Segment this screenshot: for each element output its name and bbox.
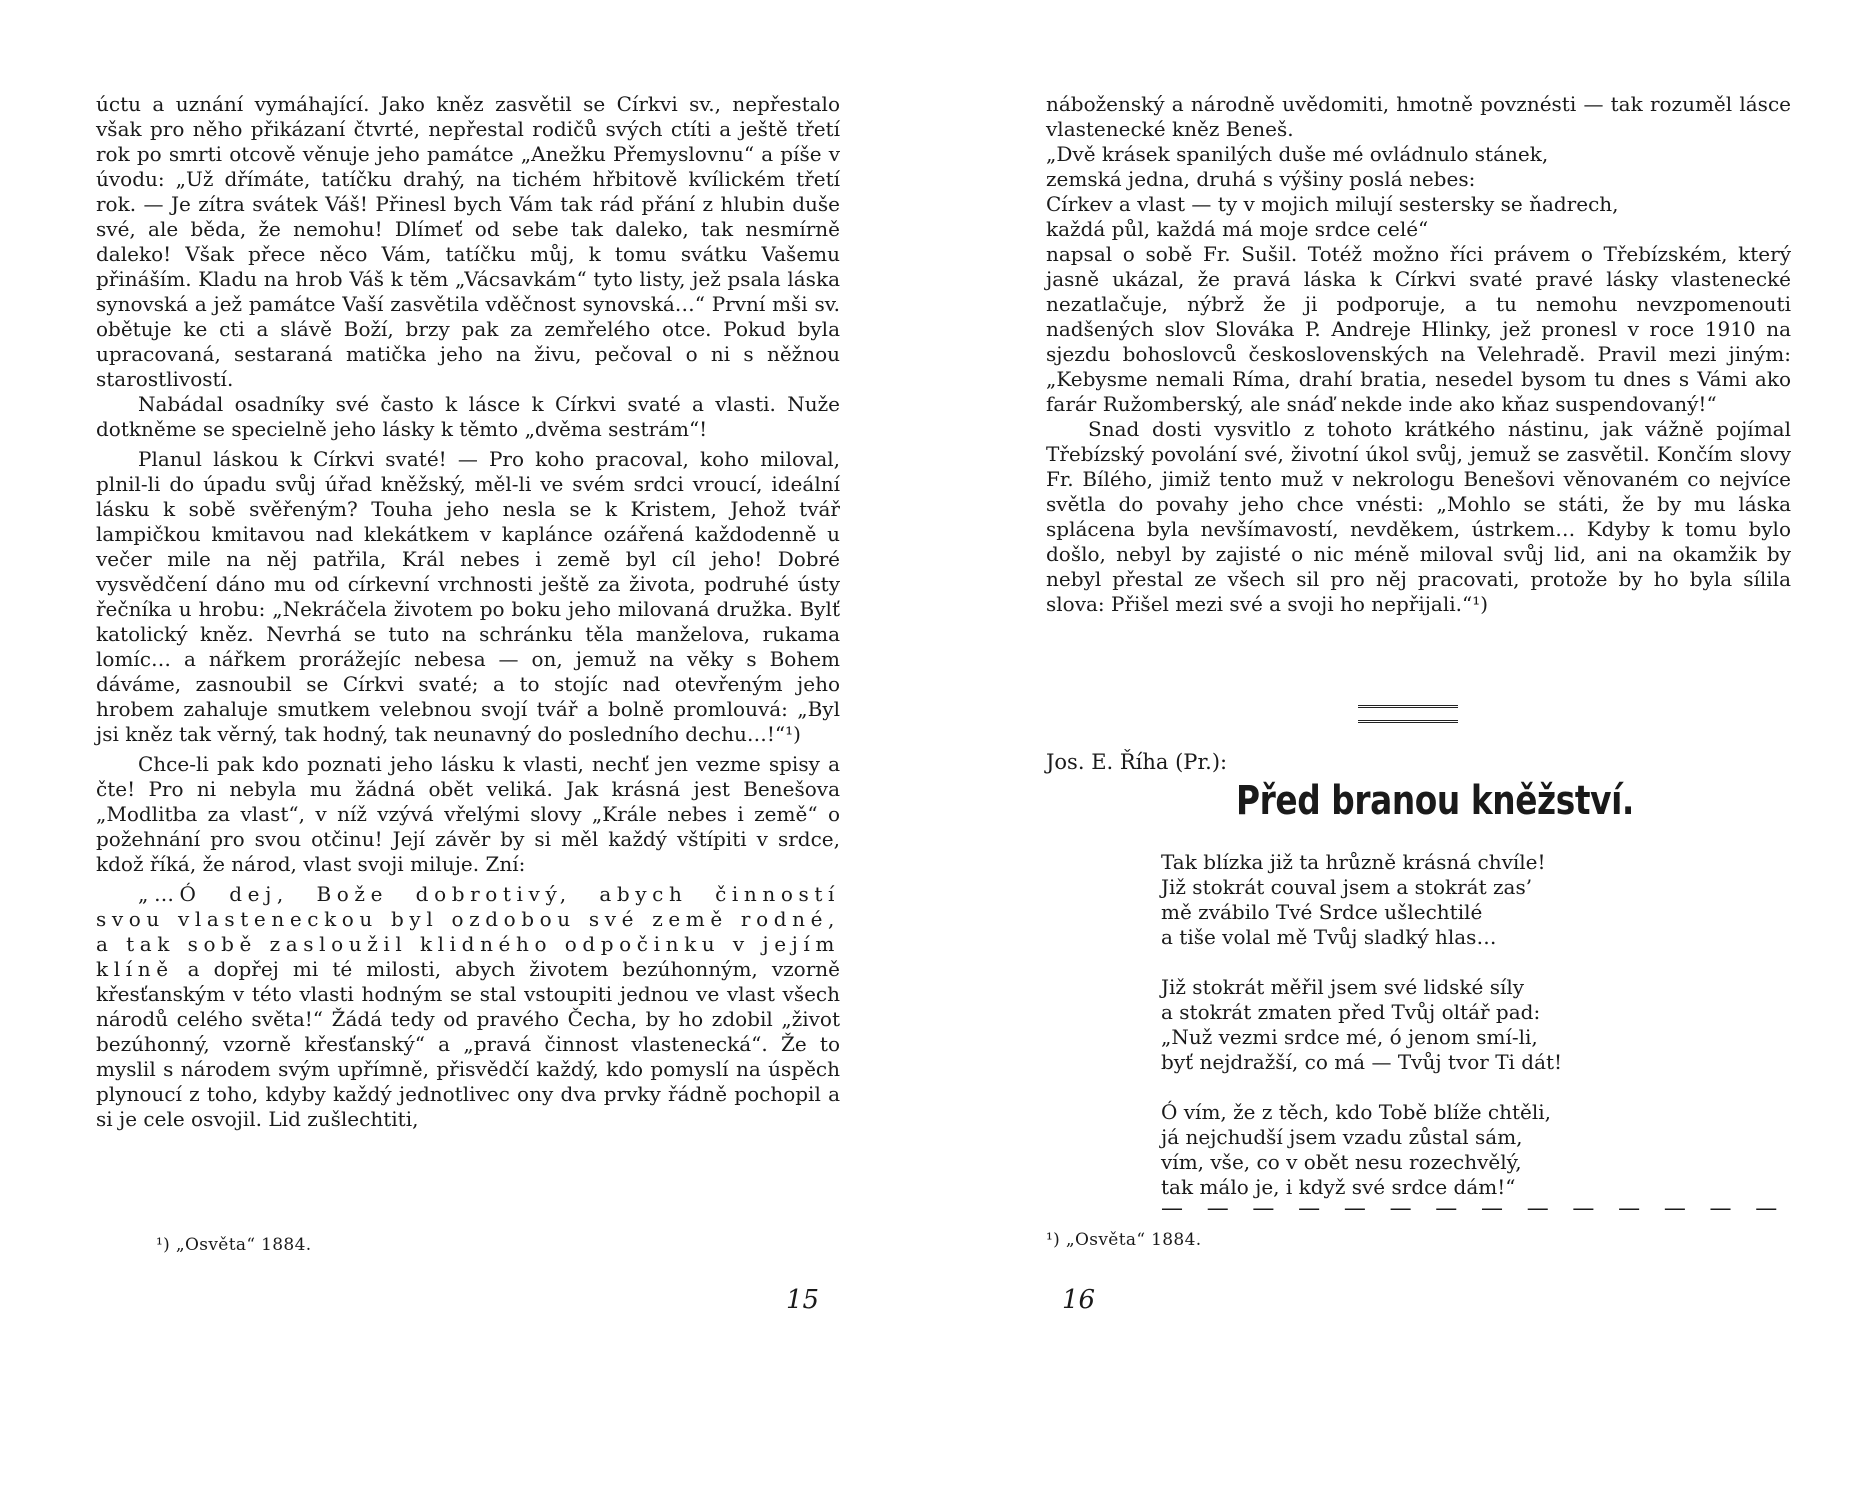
page-number-right: 16 [1062, 1285, 1096, 1315]
prayer-rest-text: a dopřej mi té milosti, abych životem bezúhonným, vzorně křesťanským v této vlasti hodným se stal vstoupiti jednou ve vlast všech národů celého světa!“ Žádá tedy od pravého Čecha, by ho zdobil „život bezúhonný, vzorně křesťanský“ a „pravá činnost vlastenecká“. Že to myslil s národem svým upřímně, přisvědčí každý, kdo pomyslí na úspěch plynoucí z toho, kdyby každý jednotlivec ony dva prvky řádně pochopil a si je cele osvojil. Lid zušlechtiti, [96, 957, 840, 1131]
paragraph-national-awareness: náboženský a národně uvědomiti, hmotně povznésti — tak rozuměl lásce vlastenecké kněz Beneš. [1046, 92, 1791, 141]
poem-line: „Nuž vezmi srdce mé, ó jenom smí-li, [1161, 1025, 1538, 1049]
footnote-right: ¹) „Osvěta“ 1884. [1046, 1230, 1202, 1250]
poem-stanza [1161, 1100, 1621, 1200]
poem-title: Před branou kněžství. [1236, 778, 1634, 824]
poem-line: tak málo je, i když své srdce dám!“ [1161, 1175, 1516, 1199]
paragraph-two-sisters: Nabádal osadníky své často k lásce k Církvi svaté a vlasti. Nuže dotkněme se specielně jeho lásky k těmto „dvěma sestrám“! [96, 392, 840, 441]
paragraph-susil-hlinka: napsal o sobě Fr. Sušil. Totéž možno říci právem o Třebízském, který jasně ukázal, že pravá láska k Církvi svaté pravé lásky vlastenecké nezatlačuje, nýbrž že ji podporuje, a tu nemohu nevzpomenouti nadšených slov Slováka P. Andreje Hlinky, jež pronesl v roce 1910 na sjezdu bohoslovců československých na Velehradě. Pravil mezi jiným: „Kebysme nemali Ríma, drahí bratia, nesedel bysom tu dnes s Vámi ako farár Ružomberský, ale snáď nekde inde ako kňaz suspendovaný!“ [1046, 242, 1791, 416]
poem-stanza [1161, 975, 1621, 1075]
right-page [936, 0, 1872, 1500]
poem-line: já nejchudší jsem vzadu zůstal sám, [1161, 1125, 1523, 1149]
poem-line: mě zvábilo Tvé Srdce ušlechtilé [1161, 900, 1483, 924]
right-text-column [1046, 92, 1791, 617]
poem-line: Již stokrát couval jsem a stokrát zas’ [1161, 875, 1533, 899]
poem-line: Tak blízka již ta hrůzně krásná chvíle! [1161, 850, 1546, 874]
poem-author: Jos. E. Říha (Pr.): [1046, 750, 1228, 774]
paragraph-conclusion: Snad dosti vysvitlo z tohoto krátkého nástinu, jak vážně pojímal Třebízský povolání své, životní úkol svůj, jemuž se zasvětil. Končím slovy Fr. Bílého, jimiž tento muž v nekrologu Benešovi věnovaném co nejvíce světla do povahy jeho chce vnésti: „Mohlo se státi, že by mu láska splácena byla nevšímavostí, nevděkem, ústrkem… Kdyby k tomu bylo došlo, nebyl by zajisté o nic méně miloval svůj lid, ani na okamžik by nebyl přestal ze všech sil pro něj pracovati, protože by ho byla sílila slova: Přišel mezi své a svoji ho nepřijali.“¹) [1046, 417, 1791, 616]
paragraph-anezka: úctu a uznání vymáhající. Jako kněz zasvětil se Církvi sv., nepřestalo však pro něho přikázaní čtvrté, nepřestal rodičů svých ctíti a ještě třetí rok po smrti otcově věnuje jeho památce „Anežku Přemyslovnu“ a píše v úvodu: „Už dřímáte, tatíčku drahý, na tichém hřbitově kvílickém třetí rok. — Je zítra svátek Váš! Přinesl bych Vám tak rád přání z hlubin duše své, ale běda, že nemohu! Dlímeť od sebe tak daleko, tak nesmírně daleko! Však přece něco Vám, tatíčku můj, k tomu svátku Vašemu přináším. Kladu na hrob Váš k těm „Vácsavkám“ tyto listy, jež psala láska synovská a jež památce Vaší zasvětila vděčnost synovská…“ První mši sv. obětuje ke cti a slávě Boží, brzy pak za zemřelého otce. Pokud byla upracovaná, sestaraná matička jeho na živu, pečoval o ni s něžnou starostlivostí. [96, 92, 840, 391]
paragraph-love-of-country: Chce-li pak kdo poznati jeho lásku k vlasti, nechť jen vezme spisy a čte! Pro ni nebyla mu žádná obět veliká. Jak krásná jest Benešova „Modlitba za vlast“, v níž vzývá vřelými slovy „Krále nebes i země“ o požehnání pro svou otčinu! Její závěr by si měl každý vštípiti v srdce, kdož říká, že národ, vlast svoji miluje. Zní: [96, 752, 840, 876]
poem-line: vím, vše, co v obět nesu rozechvělý, [1161, 1150, 1522, 1174]
poem-end-dashes: — — — — — — — — — — — — — — [1161, 1196, 1786, 1221]
left-text-column [96, 92, 840, 1132]
poem-stanza [1161, 850, 1621, 950]
poem-line: a stokrát zmaten před Tvůj oltář pad: [1161, 1000, 1541, 1024]
prayer-spaced-text: „…Ó dej, Bože dobrotivý, abych činností svou vlasteneckou byl ozdobou své země rodné, a tak sobě zasloužil klidného odpočinku v jejím klíně [96, 882, 840, 981]
susil-verse: „Dvě krásek spanilých duše mé ovládnulo stánek, zemská jedna, druhá s výšiny poslá nebes: Církev a vlast — ty v mojich milují sestersky se ňadrech, každá půl, každá má moje srdce celé“ [1046, 142, 1619, 241]
poem-line: Ó vím, že z těch, kdo Tobě blíže chtěli, [1161, 1100, 1551, 1124]
poem-line: Již stokrát měřil jsem své lidské síly [1161, 975, 1525, 999]
prayer-quote [96, 882, 840, 1132]
poem [1161, 850, 1621, 1225]
poem-line: a tiše volal mě Tvůj sladký hlas… [1161, 925, 1497, 949]
page-number-left: 15 [786, 1285, 820, 1315]
section-divider-ornament [1358, 705, 1458, 723]
paragraph-church-love: Planul láskou k Církvi svaté! — Pro koho pracoval, koho miloval, plnil-li do úpadu svůj úřad kněžský, měl-li ve svém srdci vroucí, ideální lásku k sobě svěřeným? Touha jeho nesla se k Kristem, Jehož tvář lampičkou kmitavou nad klekátkem v kaplánce ozářená každodenně u večer mile na něj patřila, Král nebes i země byl cíl jeho! Dobré vysvědčení dáno mu od církevní vrchnosti ještě za života, podruhé ústy řečníka u hrobu: „Nekráčela životem po boku jeho milovaná družka. Bylť katolický kněz. Nevrhá se tuto na schránku těla manželova, rukama lomíc… a nářkem prorážejíc nebesa — on, jemuž na věky s Bohem dáváme, zasnoubil se Církvi svaté; a to stojíc nad otevřeným jeho hrobem zahaluje smutkem velebnou svojí tvář a bolně promlouvá: „Byl jsi kněz tak věrný, tak hodný, tak neunavný do posledního dechu…!“¹) [96, 447, 840, 746]
footnote-left: ¹) „Osvěta“ 1884. [156, 1235, 312, 1255]
poem-line: byť nejdražší, co má — Tvůj tvor Ti dát! [1161, 1050, 1563, 1074]
